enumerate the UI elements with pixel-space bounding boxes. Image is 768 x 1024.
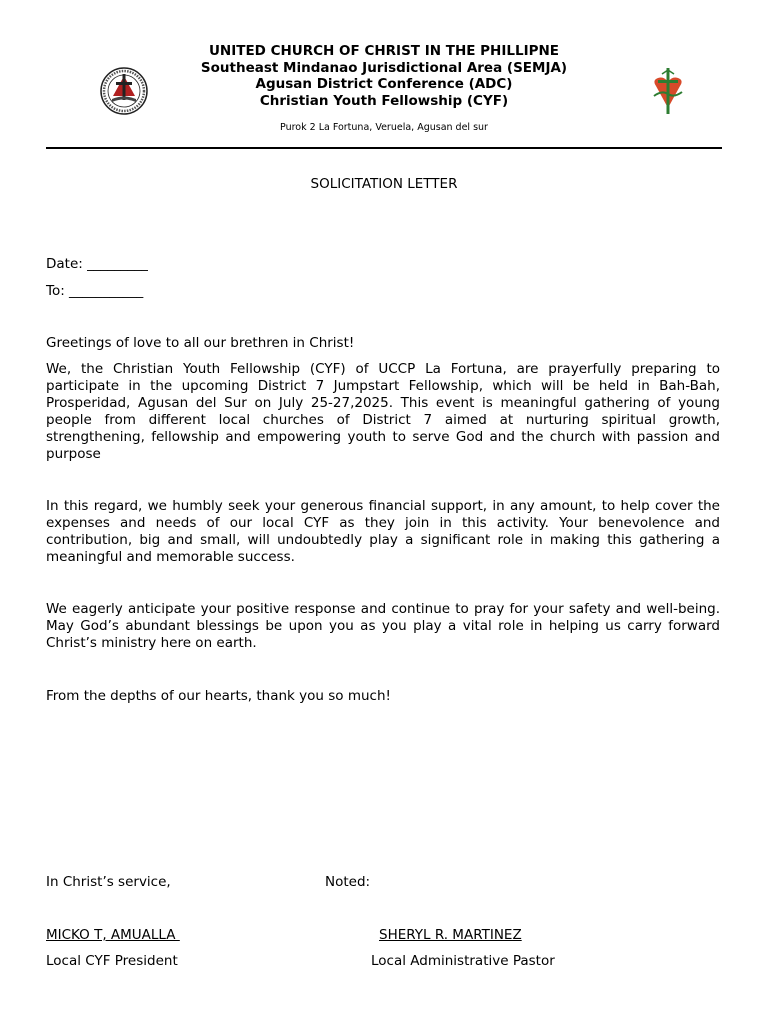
body-paragraph-2: In this regard, we humbly seek your generous financial support, in any amount, to help cover the expenses and needs of our local CYF as they join in this activity. Your benevolence and contribution, big and small, will undoubtedly play a significant role in making this gathering a meaningful and memorable success. xyxy=(46,498,720,565)
noted-label: Noted: xyxy=(325,874,371,890)
signatory-name-left: MICKO T, AMUALLA xyxy=(46,927,180,943)
closing-salutation: In Christ’s service, xyxy=(46,874,171,890)
signatory-title-right: Local Administrative Pastor xyxy=(371,953,555,969)
letterhead xyxy=(0,43,768,133)
greeting-paragraph: Greetings of love to all our brethren in Christ! xyxy=(46,335,355,351)
header-divider xyxy=(46,147,722,149)
recipient-field: To: ___________ xyxy=(46,283,144,299)
signatory-name-right: SHERYL R. MARTINEZ xyxy=(379,927,522,943)
district-name: Agusan District Conference (ADC) xyxy=(255,76,513,92)
jurisdiction-name: Southeast Mindanao Jurisdictional Area (SEMJA) xyxy=(200,59,568,76)
org-name: UNITED CHURCH OF CHRIST IN THE PHILLIPNE xyxy=(208,43,560,59)
signatory-title-left: Local CYF President xyxy=(46,953,178,969)
letter-title: SOLICITATION LETTER xyxy=(310,176,458,192)
org-address: Purok 2 La Fortuna, Veruela, Agusan del sur xyxy=(280,122,488,133)
fellowship-name: Christian Youth Fellowship (CYF) xyxy=(259,92,509,109)
body-paragraph-3: We eagerly anticipate your positive response and continue to pray for your safety and well-being. May God’s abundant blessings be upon you as you play a vital role in helping us carry forward Christ’s ministry here on earth. xyxy=(46,601,720,651)
date-field: Date: _________ xyxy=(46,256,148,272)
thanks-paragraph: From the depths of our hearts, thank you so much! xyxy=(46,688,391,704)
body-paragraph-1: We, the Christian Youth Fellowship (CYF) of UCCP La Fortuna, are prayerfully preparing to participate in the upcoming District 7 Jumpstart Fellowship, which will be held in Bah-Bah, Prosperidad, Agusan del Sur on July 25-27,2025. This event is meaningful gathering of young people from different local churches of District 7 aimed at nurturing spiritual growth, strengthening, fellowship and empowering youth to serve God and the church with passion and purpose xyxy=(46,361,720,462)
